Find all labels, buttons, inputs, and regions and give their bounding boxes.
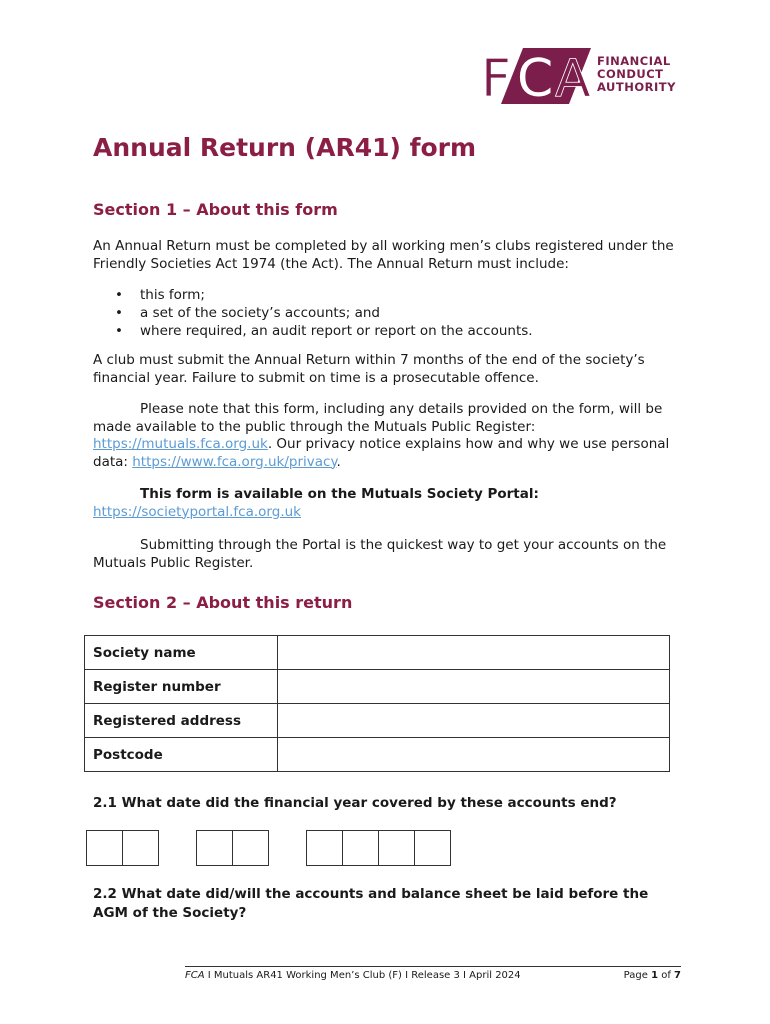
question-2-2: 2.2 What date did/will the accounts and balance sheet be laid before the AGM of the Society? <box>93 886 649 921</box>
section-2-heading: Section 2 – About this return <box>93 593 353 612</box>
year-digit-4[interactable] <box>415 830 451 866</box>
month-digit-1[interactable] <box>196 830 233 866</box>
day-digit-2[interactable] <box>123 830 159 866</box>
society-portal-link[interactable]: https://societyportal.fca.org.uk <box>93 503 301 520</box>
date-month-boxes <box>196 830 269 866</box>
register-number-field[interactable] <box>278 670 670 704</box>
society-name-field[interactable] <box>278 636 670 670</box>
svg-text:F: F <box>481 49 511 104</box>
registered-address-label: Registered address <box>85 704 278 738</box>
month-digit-2[interactable] <box>233 830 269 866</box>
date-day-boxes <box>86 830 159 866</box>
postcode-label: Postcode <box>85 738 278 772</box>
svg-text:A: A <box>555 49 591 104</box>
portal-label: This form is available on the Mutuals Society Portal: <box>140 486 539 502</box>
registered-address-field[interactable] <box>278 704 670 738</box>
day-digit-1[interactable] <box>86 830 123 866</box>
year-digit-2[interactable] <box>343 830 379 866</box>
question-2-1: 2.1 What date did the financial year covered by these accounts end? <box>93 795 617 811</box>
section-1-heading: Section 1 – About this form <box>93 200 338 219</box>
mutuals-register-link[interactable]: https://mutuals.fca.org.uk <box>93 436 268 452</box>
society-name-label: Society name <box>85 636 278 670</box>
intro-paragraph: An Annual Return must be completed by all working men’s clubs registered under the Friendly Societies Act 1974 (the Act). The Annual Return must include: <box>93 238 674 272</box>
fca-logo-words: FINANCIAL CONDUCT AUTHORITY <box>597 54 676 94</box>
page-title: Annual Return (AR41) form <box>93 133 477 162</box>
footer-document-info: FCA I Mutuals AR41 Working Men’s Club (F) I Release 3 I April 2024 <box>185 970 521 981</box>
requirements-list <box>93 286 533 340</box>
list-item: • a set of the society’s accounts; and <box>93 304 533 322</box>
postcode-field[interactable] <box>278 738 670 772</box>
portal-paragraph <box>93 486 683 521</box>
fca-logo <box>481 48 681 104</box>
table-row <box>85 738 670 772</box>
year-digit-3[interactable] <box>379 830 415 866</box>
list-item: • this form; <box>93 286 533 304</box>
page-footer <box>185 966 681 981</box>
table-row <box>85 704 670 738</box>
fca-logo-mark <box>481 48 591 104</box>
society-details-table <box>84 635 670 772</box>
date-year-boxes <box>306 830 451 866</box>
privacy-notice-link[interactable]: https://www.fca.org.uk/privacy <box>132 453 337 470</box>
portal-note-paragraph: Submitting through the Portal is the quickest way to get your accounts on the Mutuals Public Register. <box>93 537 667 571</box>
svg-text:C: C <box>517 49 554 104</box>
table-row <box>85 670 670 704</box>
deadline-paragraph: A club must submit the Annual Return within 7 months of the end of the society’s financial year. Failure to submit on time is a prosecutable offence. <box>93 352 645 386</box>
list-item: • where required, an audit report or report on the accounts. <box>93 322 533 340</box>
register-number-label: Register number <box>85 670 278 704</box>
table-row <box>85 636 670 670</box>
public-register-paragraph: Please note that this form, including any details provided on the form, will be made available to the public through the Mutuals Public Register: https://mutuals.fca.org.uk. Our privacy notice explains how and why we use personal data: https://www.fca.org.uk/privacy. <box>93 401 670 470</box>
year-digit-1[interactable] <box>306 830 343 866</box>
page-number: Page 1 of 7 <box>623 970 681 981</box>
